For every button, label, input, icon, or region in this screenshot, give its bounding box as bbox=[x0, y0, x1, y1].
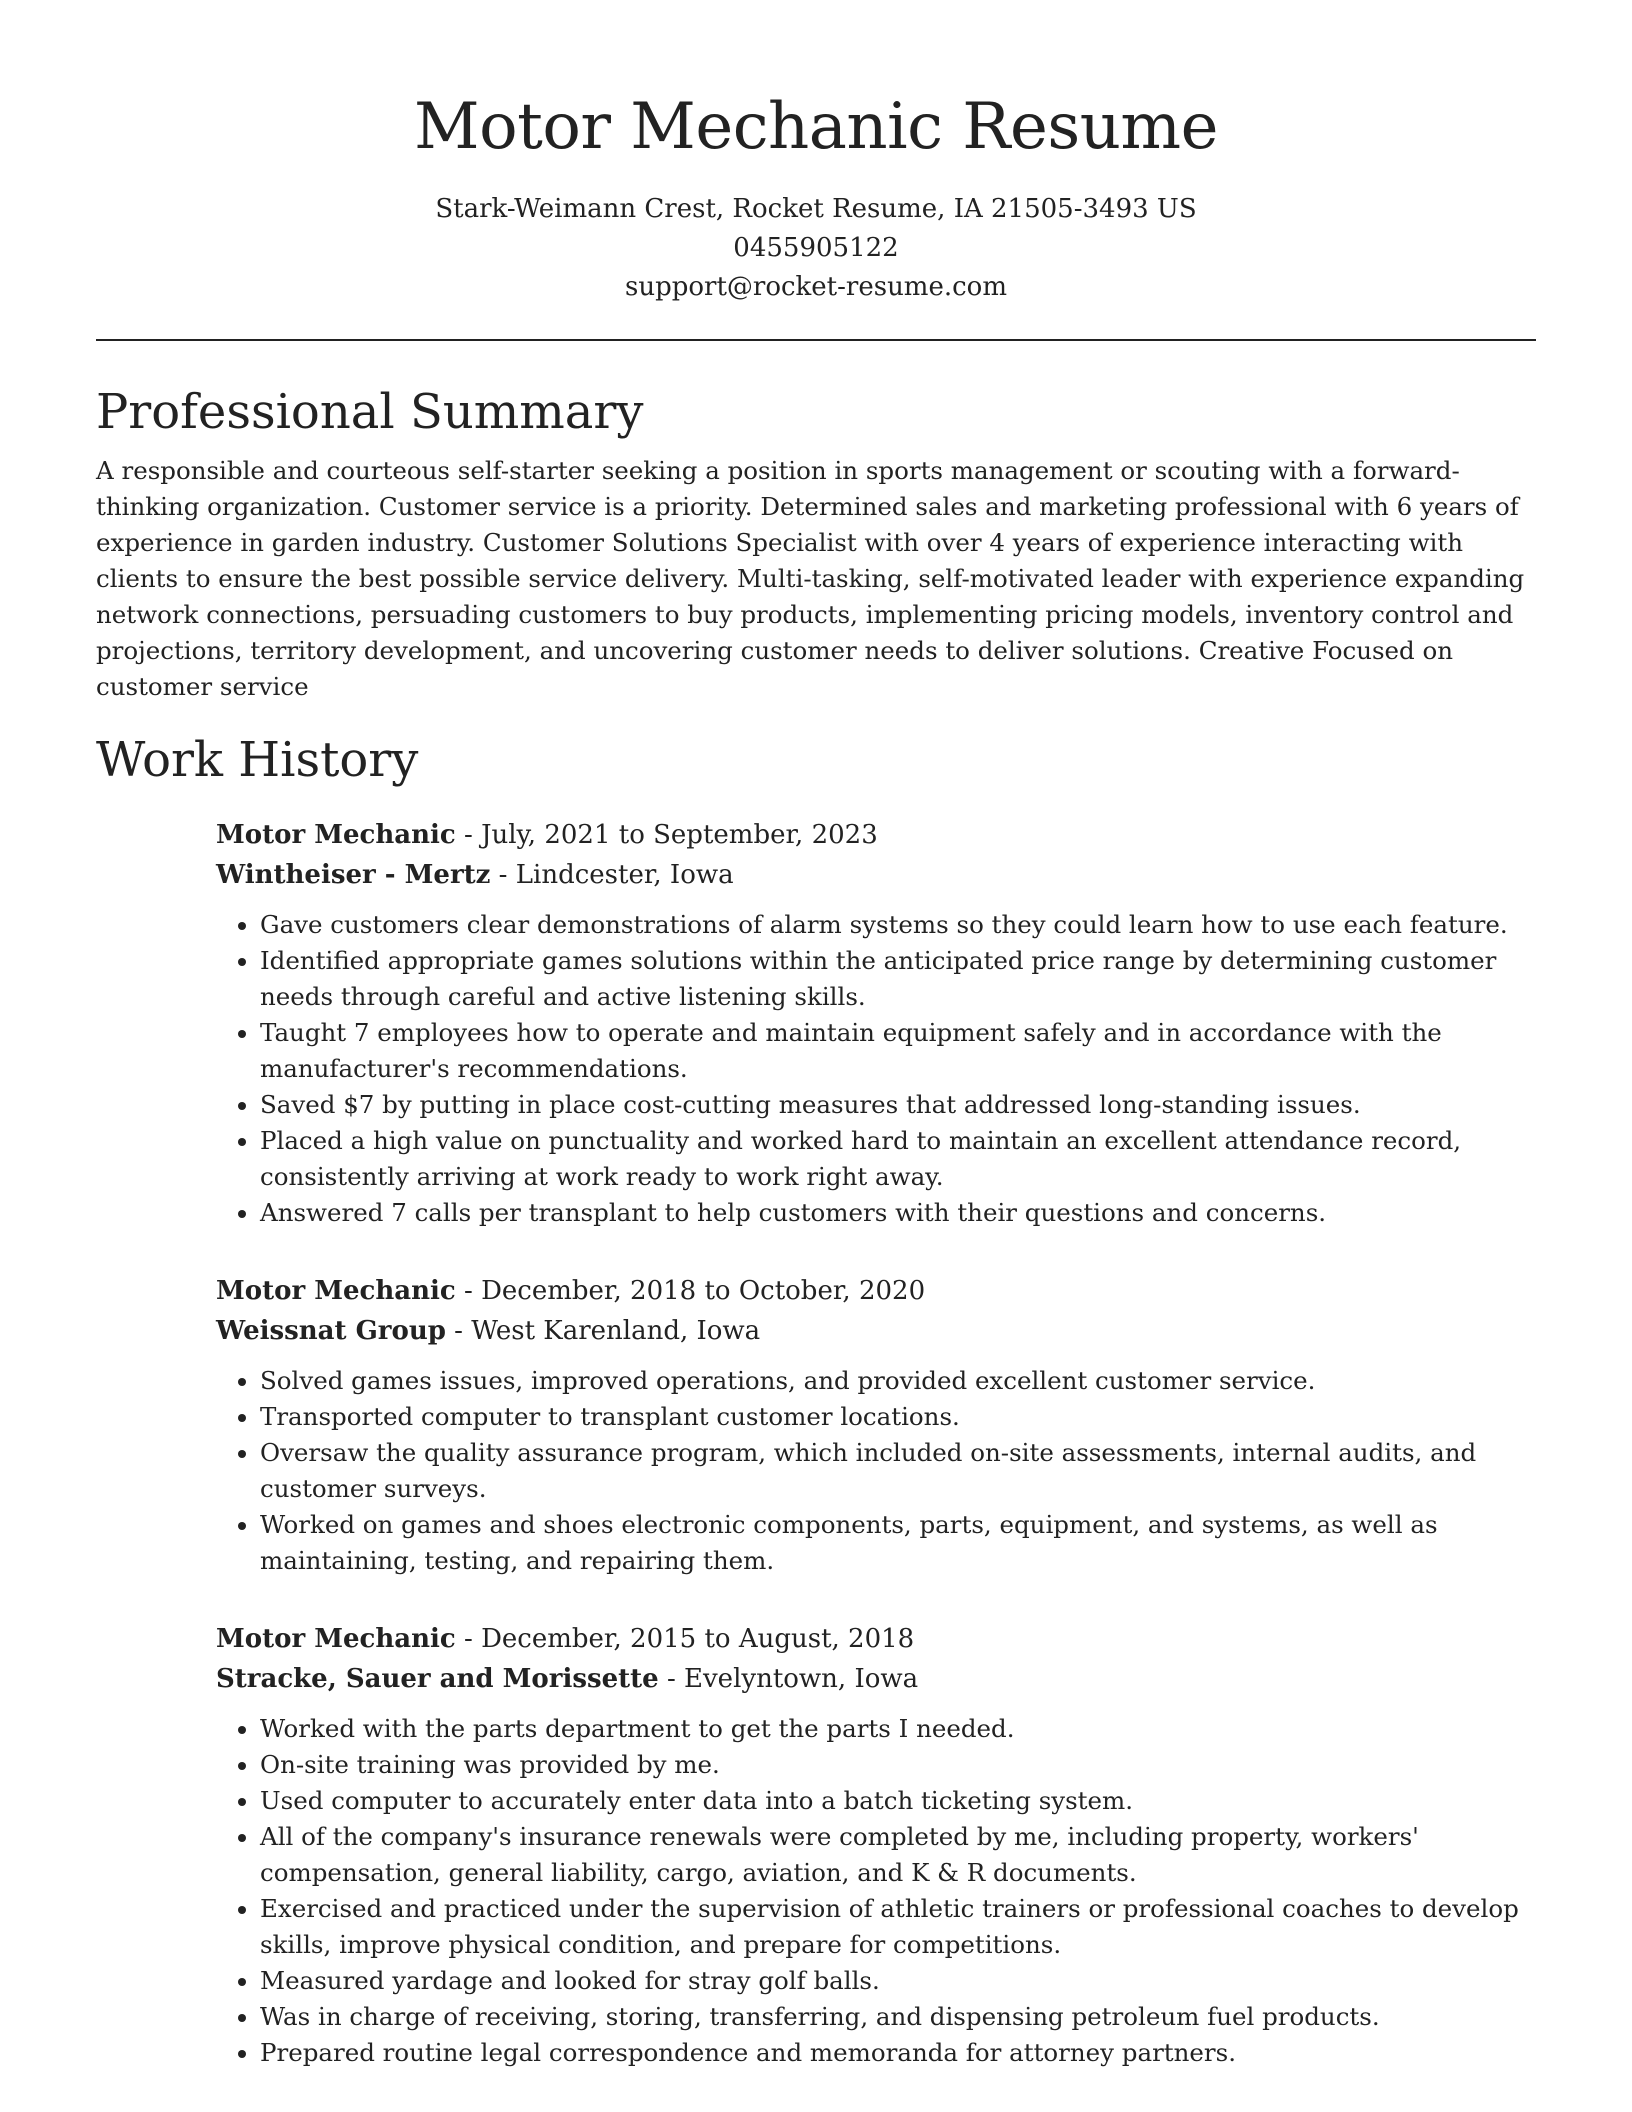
job-bullet: • Saved $7 by putting in place cost-cutting measures that addressed long-standing issues. bbox=[260, 1087, 1536, 1123]
job-role: Motor Mechanic bbox=[216, 1276, 456, 1306]
job-bullet: • All of the company's insurance renewals were completed by me, including property, workers' compensation, general liability, cargo, aviation, and K & R documents. bbox=[260, 1819, 1536, 1891]
job-bullets bbox=[216, 907, 1536, 1231]
job-bullet: • Gave customers clear demonstrations of alarm systems so they could learn how to use each feature. bbox=[260, 907, 1536, 943]
job-entry bbox=[216, 1619, 1536, 2071]
contact-phone: 0455905122 bbox=[733, 233, 899, 263]
job-employer: Weissnat Group bbox=[216, 1316, 446, 1346]
professional-summary-section bbox=[96, 381, 1536, 705]
job-location: - West Karenland, Iowa bbox=[445, 1316, 761, 1346]
job-bullet: • Worked with the parts department to get the parts I needed. bbox=[260, 1711, 1536, 1747]
job-location: - Evelyntown, Iowa bbox=[658, 1664, 919, 1694]
job-bullet: • Exercised and practiced under the supervision of athletic trainers or professional coaches to develop skills, improve physical condition, and prepare for competitions. bbox=[260, 1891, 1536, 1963]
job-bullet: • Oversaw the quality assurance program, which included on-site assessments, internal audits, and customer surveys. bbox=[260, 1435, 1536, 1507]
job-employer-line bbox=[216, 1659, 1536, 1699]
job-bullet: • Taught 7 employees how to operate and maintain equipment safely and in accordance with the manufacturer's recommendations. bbox=[260, 1015, 1536, 1087]
contact-address: Stark-Weimann Crest, Rocket Resume, IA 21505-3493 US bbox=[435, 194, 1197, 224]
job-dates: - July, 2021 to September, 2023 bbox=[455, 820, 878, 850]
work-history-section bbox=[96, 729, 1536, 2071]
job-bullet: • Prepared routine legal correspondence and memoranda for attorney partners. bbox=[260, 2035, 1536, 2071]
job-bullets bbox=[216, 1363, 1536, 1579]
job-employer-line bbox=[216, 855, 1536, 895]
job-role: Motor Mechanic bbox=[216, 1624, 456, 1654]
resume-title: Motor Mechanic Resume bbox=[414, 90, 1218, 164]
contact-email: support@rocket-resume.com bbox=[624, 272, 1007, 302]
job-title-line bbox=[216, 1271, 1536, 1311]
resume-header bbox=[96, 0, 1536, 307]
summary-heading: Professional Summary bbox=[96, 384, 644, 440]
job-bullet: • Identified appropriate games solutions within the anticipated price range by determining customer needs through careful and active listening skills. bbox=[260, 943, 1536, 1015]
job-employer-line bbox=[216, 1311, 1536, 1351]
summary-text: A responsible and courteous self-starter seeking a position in sports management or scouting with a forward-thinking organization. Customer service is a priority. Determined sales and marketing professional with 6 years of experience in garden industry. Customer Solutions Specialist with over 4 years of experience interacting with clients to ensure the best possible service delivery. Multi-tasking, self-motivated leader with experience expanding network connections, persuading customers to buy products, implementing pricing models, inventory control and projections, territory development, and uncovering customer needs to deliver solutions. Creative Focused on customer service bbox=[96, 456, 1525, 701]
job-location: - Lindcester, Iowa bbox=[490, 860, 734, 890]
job-bullet: • Measured yardage and looked for stray golf balls. bbox=[260, 1963, 1536, 1999]
job-employer: Wintheiser - Mertz bbox=[216, 860, 491, 890]
job-bullet: • Worked on games and shoes electronic components, parts, equipment, and systems, as well as maintaining, testing, and repairing them. bbox=[260, 1507, 1536, 1579]
job-entry bbox=[216, 1271, 1536, 1579]
job-bullet: • On-site training was provided by me. bbox=[260, 1747, 1536, 1783]
job-bullets bbox=[216, 1711, 1536, 2071]
job-employer: Stracke, Sauer and Morissette bbox=[216, 1664, 659, 1694]
header-divider bbox=[96, 339, 1536, 341]
job-bullet: • Was in charge of receiving, storing, transferring, and dispensing petroleum fuel products. bbox=[260, 1999, 1536, 2035]
job-entry bbox=[216, 815, 1536, 1231]
job-bullet: • Placed a high value on punctuality and worked hard to maintain an excellent attendance record, consistently arriving at work ready to work right away. bbox=[260, 1123, 1536, 1195]
job-title-line bbox=[216, 1619, 1536, 1659]
work-history-heading: Work History bbox=[96, 732, 419, 788]
job-bullet: • Transported computer to transplant customer locations. bbox=[260, 1399, 1536, 1435]
job-dates: - December, 2018 to October, 2020 bbox=[455, 1276, 926, 1306]
job-bullet: • Used computer to accurately enter data into a batch ticketing system. bbox=[260, 1783, 1536, 1819]
job-dates: - December, 2015 to August, 2018 bbox=[455, 1624, 915, 1654]
job-bullet: • Solved games issues, improved operations, and provided excellent customer service. bbox=[260, 1363, 1536, 1399]
job-role: Motor Mechanic bbox=[216, 820, 456, 850]
job-title-line bbox=[216, 815, 1536, 855]
job-bullet: • Answered 7 calls per transplant to help customers with their questions and concerns. bbox=[260, 1195, 1536, 1231]
resume-page bbox=[96, 0, 1536, 2071]
